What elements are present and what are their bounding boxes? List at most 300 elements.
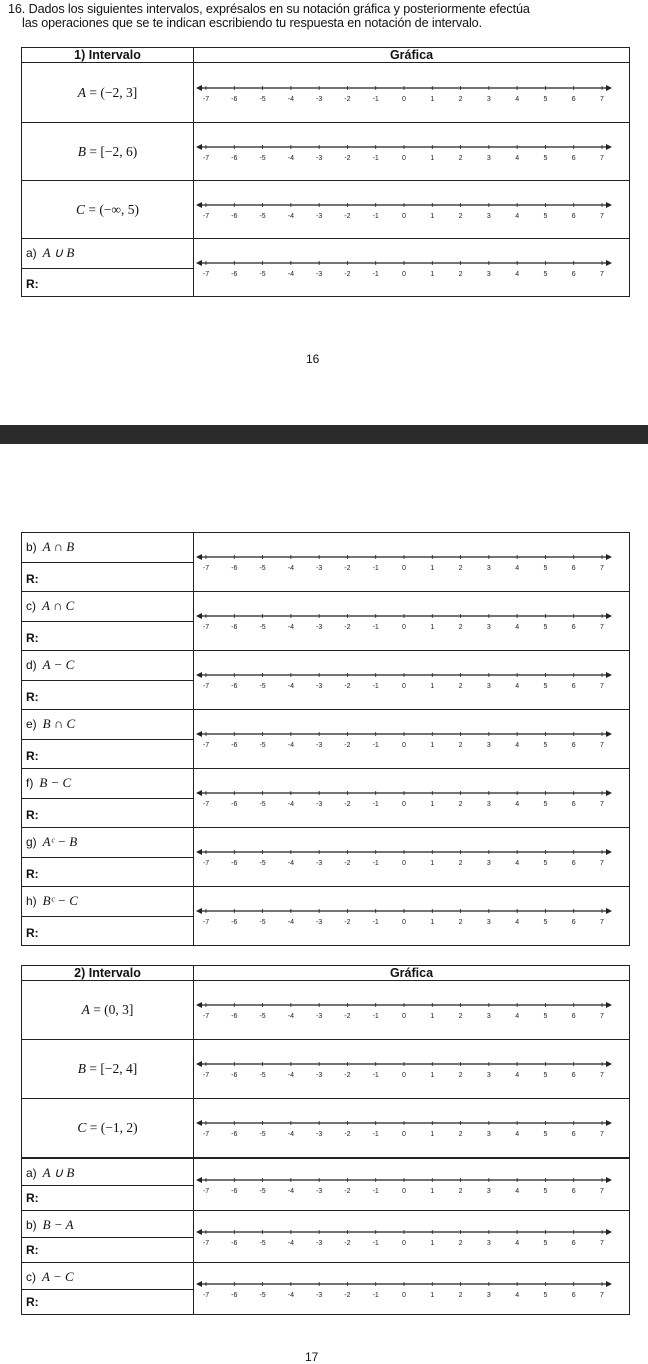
tick-label: 7 — [600, 565, 604, 572]
tick-label: -2 — [344, 270, 351, 278]
instructions-line-2: las operaciones que se te indican escribiendo tu respuesta en notación de intervalo. — [22, 16, 482, 30]
tick-label: 6 — [571, 95, 576, 103]
arrow-right-icon — [606, 790, 612, 796]
tick-label: 0 — [402, 801, 406, 808]
tick-label: 6 — [571, 1013, 576, 1020]
tick-label: 4 — [515, 624, 520, 631]
tick-label: 6 — [571, 1187, 576, 1195]
tick-label: -7 — [202, 742, 210, 749]
tick-label: -2 — [344, 1187, 351, 1195]
tick-label: 1 — [430, 154, 435, 162]
operation-label: a) A ∪ B — [26, 1165, 75, 1180]
tick-label: 0 — [402, 683, 406, 690]
tick-label: 0 — [402, 1239, 406, 1247]
operation-cell[interactable] — [22, 769, 194, 828]
number-line[interactable] — [194, 998, 630, 1022]
tick-label: 1 — [430, 683, 435, 690]
tick-label: -7 — [202, 801, 210, 808]
tick-label: 6 — [571, 624, 576, 631]
arrow-right-icon — [606, 908, 612, 914]
exercise1-header-graph: Gráfica — [194, 48, 630, 63]
operation-cell[interactable] — [22, 592, 194, 651]
tick-label: -7 — [202, 1291, 210, 1299]
tick-label: 6 — [571, 270, 576, 278]
tick-label: 4 — [515, 1013, 520, 1020]
operation-divider — [22, 268, 193, 269]
tick-label: 4 — [515, 1187, 520, 1195]
operation-label: e) B ∩ C — [26, 716, 76, 731]
operation-cell[interactable] — [22, 533, 194, 592]
tick-label: -1 — [372, 565, 379, 572]
operation-divider — [22, 680, 193, 681]
tick-label: -4 — [287, 270, 294, 278]
tick-label: -3 — [316, 1131, 323, 1138]
arrow-right-icon — [606, 1120, 612, 1126]
tick-label: -1 — [372, 270, 379, 278]
tick-label: -2 — [344, 801, 351, 808]
tick-label: -2 — [344, 212, 351, 220]
tick-label: -5 — [259, 95, 266, 103]
tick-label: -3 — [316, 624, 323, 631]
tick-label: -2 — [344, 154, 351, 162]
operation-graph[interactable] — [194, 651, 630, 710]
tick-label: 1 — [430, 1131, 435, 1138]
tick-label: -7 — [202, 860, 210, 867]
operation-label: c) A − C — [26, 1269, 74, 1284]
tick-label: 4 — [515, 919, 520, 926]
operation-graph[interactable] — [194, 769, 630, 828]
tick-label: 7 — [600, 1013, 604, 1020]
operation-row — [22, 592, 630, 651]
tick-label: 7 — [600, 919, 604, 926]
arrow-left-icon — [196, 849, 202, 855]
arrow-right-icon — [606, 1229, 612, 1235]
tick-label: -5 — [259, 624, 266, 631]
arrow-left-icon — [196, 260, 202, 266]
tick-label: 7 — [600, 860, 604, 867]
tick-label: 1 — [430, 1072, 435, 1079]
number-line[interactable] — [194, 550, 630, 574]
tick-label: 5 — [543, 95, 548, 103]
tick-label: 6 — [571, 1131, 576, 1138]
tick-label: -2 — [344, 1013, 351, 1020]
tick-label: 7 — [600, 154, 604, 162]
tick-label: 5 — [543, 1187, 548, 1195]
tick-label: 3 — [486, 270, 491, 278]
number-line[interactable] — [194, 81, 630, 105]
tick-label: -1 — [372, 1239, 379, 1247]
tick-label: 2 — [458, 801, 463, 808]
tick-label: 0 — [402, 919, 406, 926]
tick-label: -2 — [344, 742, 351, 749]
instructions — [8, 2, 644, 30]
tick-label: -5 — [259, 742, 266, 749]
arrow-left-icon — [196, 731, 202, 737]
tick-label: 6 — [571, 1072, 576, 1079]
operation-cell[interactable] — [22, 1211, 194, 1263]
tick-label: -7 — [202, 154, 210, 162]
tick-label: -7 — [202, 1239, 210, 1247]
number-line[interactable] — [194, 1225, 630, 1249]
ex2-interval-a-label: A = (0, 3] — [22, 981, 194, 1040]
tick-label: 6 — [571, 860, 576, 867]
arrow-left-icon — [196, 554, 202, 560]
tick-label: 3 — [486, 95, 491, 103]
operation-cell[interactable] — [22, 651, 194, 710]
operation-cell[interactable] — [22, 1263, 194, 1315]
tick-label: 1 — [430, 95, 435, 103]
tick-label: -4 — [287, 919, 294, 926]
operation-cell[interactable] — [22, 1159, 194, 1211]
exercise2-header-interval: 2) Intervalo — [22, 966, 194, 981]
tick-label: 3 — [486, 154, 491, 162]
tick-label: 3 — [486, 1131, 491, 1138]
number-line[interactable] — [194, 1057, 630, 1081]
tick-label: -7 — [202, 1131, 210, 1138]
tick-label: 3 — [486, 1239, 491, 1247]
exercise2-header-graph: Gráfica — [194, 966, 630, 981]
tick-label: -3 — [316, 860, 323, 867]
tick-label: -1 — [372, 1013, 379, 1020]
tick-label: -3 — [316, 565, 323, 572]
tick-label: -3 — [316, 1187, 323, 1195]
arrow-right-icon — [606, 672, 612, 678]
interval-b-graph[interactable] — [194, 123, 630, 181]
tick-label: 1 — [430, 624, 435, 631]
tick-label: 6 — [571, 1239, 576, 1247]
tick-label: 2 — [458, 1291, 463, 1299]
tick-label: 4 — [515, 270, 520, 278]
tick-label: 4 — [515, 212, 520, 220]
tick-label: -7 — [202, 1072, 210, 1079]
arrow-right-icon — [606, 849, 612, 855]
tick-label: -4 — [287, 212, 294, 220]
ex2-interval-b-graph[interactable] — [194, 1040, 630, 1099]
operation-cell[interactable] — [22, 887, 194, 946]
tick-label: 2 — [458, 1187, 463, 1195]
number-line[interactable] — [194, 609, 630, 633]
tick-label: 7 — [600, 1239, 604, 1247]
tick-label: -4 — [287, 742, 294, 749]
tick-label: -6 — [231, 1187, 238, 1195]
arrow-left-icon — [196, 202, 202, 208]
number-line[interactable] — [194, 1116, 630, 1140]
exercise2-table — [21, 965, 630, 1158]
arrow-left-icon — [196, 144, 202, 150]
tick-label: 2 — [458, 683, 463, 690]
arrow-left-icon — [196, 1177, 202, 1183]
tick-label: 3 — [486, 683, 491, 690]
operation-graph[interactable] — [194, 592, 630, 651]
tick-label: 0 — [402, 860, 406, 867]
tick-label: 1 — [430, 1239, 435, 1247]
arrow-right-icon — [606, 731, 612, 737]
page-number-16: 16 — [306, 352, 320, 366]
tick-label: 3 — [486, 1187, 491, 1195]
tick-label: 7 — [600, 801, 604, 808]
operation-cell[interactable] — [22, 710, 194, 769]
operation-row — [22, 1263, 630, 1315]
tick-label: -4 — [287, 154, 294, 162]
operation-graph[interactable] — [194, 710, 630, 769]
operation-row — [22, 828, 630, 887]
tick-label: -4 — [287, 683, 294, 690]
tick-label: 5 — [543, 1072, 548, 1079]
tick-label: -7 — [202, 212, 210, 220]
tick-label: -2 — [344, 860, 351, 867]
tick-label: -7 — [202, 919, 210, 926]
tick-label: -1 — [372, 1131, 379, 1138]
interval-a-graph[interactable] — [194, 63, 630, 123]
tick-label: -4 — [287, 1187, 294, 1195]
tick-label: 3 — [486, 1291, 491, 1299]
answer-label: R: — [26, 631, 39, 645]
tick-label: -2 — [344, 1072, 351, 1079]
arrow-right-icon — [606, 260, 612, 266]
tick-label: -5 — [259, 154, 266, 162]
answer-label: R: — [26, 749, 39, 763]
tick-label: -2 — [344, 95, 351, 103]
tick-label: -6 — [231, 683, 238, 690]
tick-label: 1 — [430, 801, 435, 808]
operation-graph[interactable] — [194, 1263, 630, 1315]
tick-label: -1 — [372, 1291, 379, 1299]
tick-label: -2 — [344, 624, 351, 631]
number-line[interactable] — [194, 904, 630, 928]
operation-row — [22, 887, 630, 946]
arrow-left-icon — [196, 613, 202, 619]
tick-label: 7 — [600, 270, 604, 278]
operation-graph[interactable] — [194, 1159, 630, 1211]
number-line[interactable] — [194, 140, 630, 164]
tick-label: 4 — [515, 154, 520, 162]
tick-label: -3 — [316, 1239, 323, 1247]
tick-label: -1 — [372, 154, 379, 162]
ex2-interval-b-label: B = [−2, 4] — [22, 1040, 194, 1099]
tick-label: 2 — [458, 624, 463, 631]
operation-divider — [22, 562, 193, 563]
tick-label: -5 — [259, 919, 266, 926]
tick-label: -1 — [372, 683, 379, 690]
operation-divider — [22, 916, 193, 917]
tick-label: -1 — [372, 860, 379, 867]
tick-label: 7 — [600, 683, 604, 690]
tick-label: 1 — [430, 860, 435, 867]
tick-label: 5 — [543, 683, 548, 690]
operation-divider — [22, 621, 193, 622]
tick-label: -5 — [259, 1187, 266, 1195]
tick-label: 7 — [600, 1131, 604, 1138]
operation-divider — [22, 1289, 193, 1290]
arrow-right-icon — [606, 1281, 612, 1287]
interval-c-label: C = (−∞, 5) — [22, 181, 194, 239]
tick-label: 0 — [402, 1072, 406, 1079]
tick-label: -5 — [259, 860, 266, 867]
tick-label: -6 — [231, 742, 238, 749]
operation-label: d) A − C — [26, 657, 75, 672]
tick-label: -1 — [372, 624, 379, 631]
number-line[interactable] — [194, 1277, 630, 1301]
tick-label: -3 — [316, 742, 323, 749]
tick-label: 4 — [515, 1291, 520, 1299]
tick-label: -6 — [231, 212, 238, 220]
tick-label: -5 — [259, 1131, 266, 1138]
tick-label: -7 — [202, 1187, 210, 1195]
operation-graph[interactable] — [194, 828, 630, 887]
tick-label: -3 — [316, 683, 323, 690]
tick-label: 2 — [458, 1239, 463, 1247]
tick-label: 3 — [486, 742, 491, 749]
operation-a-graph[interactable] — [194, 239, 630, 297]
tick-label: 0 — [402, 212, 406, 220]
answer-label: R: — [26, 1295, 39, 1309]
tick-label: 0 — [402, 1013, 406, 1020]
tick-label: 2 — [458, 1131, 463, 1138]
tick-label: -2 — [344, 1239, 351, 1247]
tick-label: 2 — [458, 860, 463, 867]
tick-label: 1 — [430, 212, 435, 220]
tick-label: -1 — [372, 1187, 379, 1195]
interval-b-label: B = [−2, 6) — [22, 123, 194, 181]
tick-label: 2 — [458, 1072, 463, 1079]
tick-label: 5 — [543, 742, 548, 749]
tick-label: 4 — [515, 742, 520, 749]
tick-label: 6 — [571, 154, 576, 162]
operation-graph[interactable] — [194, 887, 630, 946]
tick-label: -4 — [287, 1131, 294, 1138]
ex2-interval-c-graph[interactable] — [194, 1099, 630, 1158]
tick-label: 1 — [430, 1187, 435, 1195]
tick-label: 6 — [571, 1291, 576, 1299]
tick-label: 7 — [600, 1291, 604, 1299]
page-number-17: 17 — [305, 1350, 319, 1364]
number-line[interactable] — [194, 786, 630, 810]
arrow-right-icon — [606, 613, 612, 619]
tick-label: -7 — [202, 95, 210, 103]
tick-label: -5 — [259, 1291, 266, 1299]
number-line[interactable] — [194, 256, 630, 280]
operation-cell[interactable] — [22, 828, 194, 887]
tick-label: -6 — [231, 1291, 238, 1299]
tick-label: -3 — [316, 919, 323, 926]
operation-graph[interactable] — [194, 1211, 630, 1263]
interval-c-graph[interactable] — [194, 181, 630, 239]
tick-label: -6 — [231, 624, 238, 631]
tick-label: -1 — [372, 801, 379, 808]
tick-label: -1 — [372, 742, 379, 749]
tick-label: -4 — [287, 624, 294, 631]
tick-label: -2 — [344, 1291, 351, 1299]
answer-label: R: — [26, 867, 39, 881]
tick-label: -2 — [344, 919, 351, 926]
exercise1-table-page1 — [21, 47, 630, 297]
tick-label: 2 — [458, 1013, 463, 1020]
tick-label: -5 — [259, 565, 266, 572]
tick-label: -7 — [202, 565, 210, 572]
operation-divider — [22, 739, 193, 740]
tick-label: -7 — [202, 624, 210, 631]
operation-row — [22, 1159, 630, 1211]
tick-label: 7 — [600, 624, 604, 631]
tick-label: 4 — [515, 860, 520, 867]
operation-divider — [22, 798, 193, 799]
answer-label: R: — [26, 690, 39, 704]
page-separator — [0, 425, 648, 444]
tick-label: 5 — [543, 1131, 548, 1138]
tick-label: 1 — [430, 919, 435, 926]
arrow-right-icon — [606, 1061, 612, 1067]
tick-label: -3 — [316, 801, 323, 808]
arrow-right-icon — [606, 202, 612, 208]
answer-label: R: — [26, 808, 39, 822]
tick-label: 3 — [486, 565, 491, 572]
tick-label: 5 — [543, 1291, 548, 1299]
operation-a-cell[interactable] — [22, 239, 194, 297]
tick-label: -3 — [316, 1291, 323, 1299]
tick-label: -7 — [202, 683, 210, 690]
tick-label: 2 — [458, 212, 463, 220]
number-line[interactable] — [194, 727, 630, 751]
tick-label: -4 — [287, 565, 294, 572]
tick-label: 4 — [515, 1239, 520, 1247]
number-line[interactable] — [194, 845, 630, 869]
tick-label: 7 — [600, 1187, 604, 1195]
operation-row — [22, 651, 630, 710]
number-line[interactable] — [194, 198, 630, 222]
tick-label: 2 — [458, 95, 463, 103]
tick-label: 4 — [515, 1072, 520, 1079]
tick-label: -5 — [259, 1239, 266, 1247]
tick-label: 6 — [571, 919, 576, 926]
tick-label: 0 — [402, 1131, 406, 1138]
operation-row — [22, 769, 630, 828]
answer-label: R: — [26, 1191, 39, 1205]
arrow-left-icon — [196, 1002, 202, 1008]
tick-label: 1 — [430, 565, 435, 572]
tick-label: 5 — [543, 801, 548, 808]
answer-label: R: — [26, 926, 39, 940]
exercise1-table-page2 — [21, 532, 630, 946]
operation-label: b) B − A — [26, 1217, 74, 1232]
number-line[interactable] — [194, 668, 630, 692]
tick-label: 1 — [430, 1013, 435, 1020]
operation-divider — [22, 857, 193, 858]
tick-label: -2 — [344, 1131, 351, 1138]
number-line[interactable] — [194, 1173, 630, 1197]
exercise1-header-interval: 1) Intervalo — [22, 48, 194, 63]
tick-label: -3 — [316, 154, 323, 162]
tick-label: 5 — [543, 1013, 548, 1020]
operation-label: c) A ∩ C — [26, 598, 75, 613]
tick-label: 7 — [600, 212, 604, 220]
arrow-left-icon — [196, 908, 202, 914]
tick-label: -2 — [344, 565, 351, 572]
tick-label: -1 — [372, 212, 379, 220]
operation-graph[interactable] — [194, 533, 630, 592]
operation-label: f) B − C — [26, 775, 72, 790]
tick-label: 3 — [486, 1072, 491, 1079]
tick-label: 7 — [600, 742, 604, 749]
tick-label: -5 — [259, 801, 266, 808]
tick-label: 2 — [458, 742, 463, 749]
arrow-left-icon — [196, 1120, 202, 1126]
tick-label: -5 — [259, 683, 266, 690]
tick-label: 0 — [402, 624, 406, 631]
tick-label: -6 — [231, 565, 238, 572]
tick-label: 6 — [571, 565, 576, 572]
ex2-interval-a-graph[interactable] — [194, 981, 630, 1040]
tick-label: 3 — [486, 212, 491, 220]
